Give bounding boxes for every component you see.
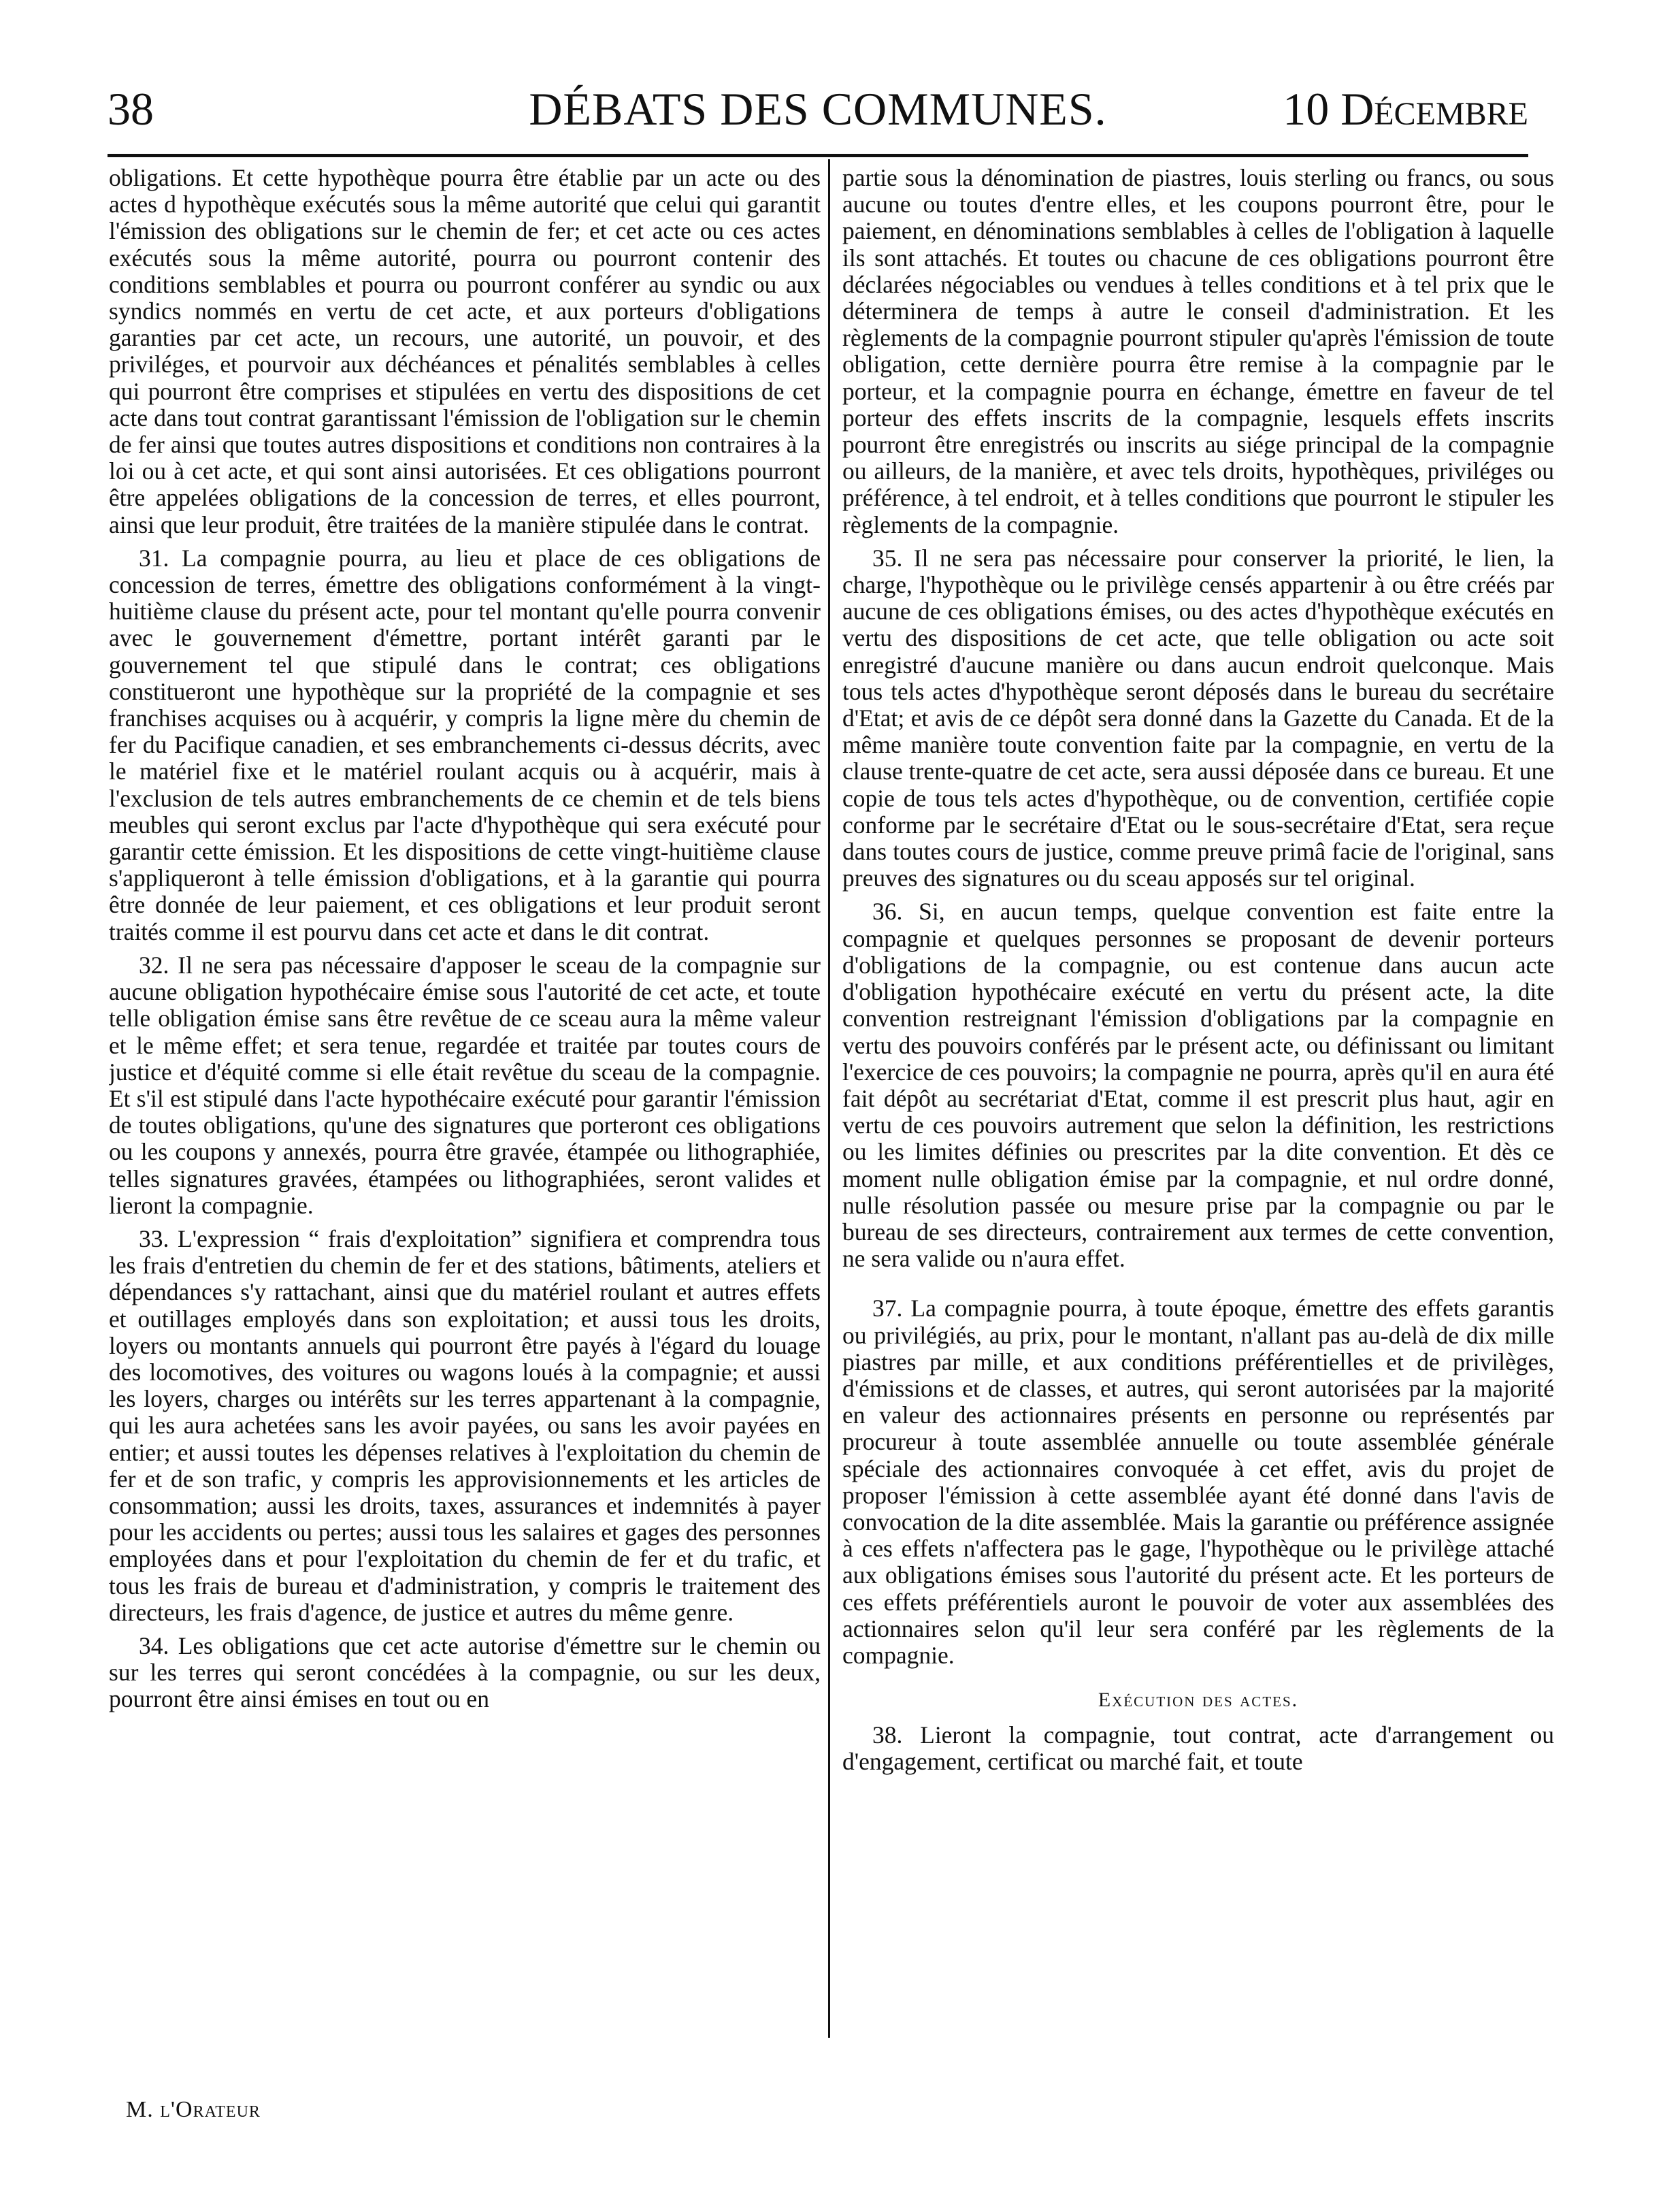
paragraph-clause-37: 37. La compagnie pourra, à toute époque, émettre des effets garantis ou privilégiés, au prix, pour le montant, n'allant pas au-delà de dix mille piastres par mille, et aux conditions préférentielles et de privilèges, d'émissions et de classes, et autres, qui seront autorisées par la majorité en valeur des actionnaires présents en personne ou représentés par procureur à toute assemblée annuelle ou toute assemblée générale spéciale des actionnaires convoquée à cet effet, avis du projet de proposer l'émission à cette assemblée ayant été donné dans l'avis de convocation de la dite assemblée. Mais la garantie ou préférence assignée à ces effets n'affectera pas le gage, l'hypothèque ou le privilège attaché aux obligations émises sous l'autorité du présent acte. Et les porteurs de ces effets préférentiels auront le pouvoir de voter aux assemblées des actionnaires selon qu'il leur sera conféré par les règlements de la compagnie. — [842, 1295, 1554, 1669]
paragraph-clause-34-continued: partie sous la dénomination de piastres, louis sterling ou francs, ou sous aucune ou toutes d'entre elles, et les coupons pourront être, pour le paiement, en dénominations semblables à celles de l'obligation à laquelle ils sont attachés. Et toutes ou chacune de ces obligations pourront être déclarées négociables ou vendues à telles conditions et à tel prix que le déterminera de temps à autre le conseil d'administration. Et les règlements de la compagnie pourront stipuler qu'après l'émission de toute obligation, cette dernière pourra être remise à la compagnie par le porteur, et la compagnie pourra en échange, émettre en faveur de tel porteur des effets inscrits de la compagnie, lesquels effets inscrits pourront être enregistrés ou inscrits au siége principal de la compagnie ou ailleurs, de la manière, et avec tels droits, hypothèques, priviléges ou préférence, à tel endroit, et à telles conditions que pourront le stipuler les règlements de la compagnie. — [842, 165, 1554, 538]
paragraph-clause-32: 32. Il ne sera pas nécessaire d'apposer le sceau de la compagnie sur aucune obligation hypothécaire émise sous l'autorité de cet acte, et toute telle obligation émise sans être revêtue de ce sceau aura la même valeur et le même effet; et sera tenue, regardée et traitée par toutes cours de justice et d'équité comme si elle était revêtue du sceau de la compagnie. Et s'il est stipulé dans l'acte hypothécaire exécuté pour garantir l'émission de toutes obligations, qu'une des signatures que porteront ces obligations ou les coupons y annexés, pourra être gravée, étampée ou lithographiée, telles signatures gravées, étampées ou lithographiées, seront valides et lieront la compagnie. — [109, 951, 821, 1219]
paragraph-clause-31: 31. La compagnie pourra, au lieu et place de ces obligations de concession de terres, émettre des obligations conformément à la vingt-huitième clause du présent acte, pour tel montant qu'elle pourra convenir avec le gouvernement d'émettre, portant intérêt garanti par le gouvernement tel que stipulé dans le contrat; ces obligations constitueront une hypothèque sur la propriété de la compagnie et ses franchises acquises ou à acquérir, y compris la ligne mère du chemin de fer du Pacifique canadien, et ses embranchements ci-dessus décrits, avec le matériel fixe et le matériel roulant acquis ou à acquérir, mais à l'exclusion de tels autres embranchements de ce chemin et de tels biens meubles qui seront exclus par l'acte d'hypothèque qui sera exécuté pour garantir cette émission. Et les dispositions de cette vingt-huitième clause s'appliqueront à telle émission d'obligations, et à la garantie qui pourra être donnée de leur paiement, et ces obligations et leur produit seront traités comme il est pourvu dans cet acte et dans le dit contrat. — [109, 544, 821, 945]
left-column — [109, 165, 821, 2091]
page-title: DÉBATS DES COMMUNES. — [529, 83, 1107, 135]
paragraph-clause-35: 35. Il ne sera pas nécessaire pour conserver la priorité, le lien, la charge, l'hypothèque ou le privilège censés appartenir à ou être créés par aucune de ces obligations émises, ou des actes d'hypothèque exécutés en vertu des dispositions de cet acte, que telle obligation ou acte soit enregistré d'aucune manière ou dans aucun endroit quelconque. Mais tous tels actes d'hypothèque seront déposés dans le bureau du secrétaire d'Etat; et avis de ce dépôt sera donné dans la Gazette du Canada. Et de la même manière toute convention faite par la compagnie, en vertu de la clause trente-quatre de cet acte, sera aussi déposée dans ce bureau. Et une copie de tous tels actes d'hypothèque, ou de convention, certifiée copie conforme par le secrétaire d'Etat ou le sous-secrétaire d'Etat, sera reçue dans toutes cours de justice, comme preuve primâ facie de l'original, sans preuves des signatures ou du sceau apposés sur tel original. — [842, 544, 1554, 892]
paragraph-continued: obligations. Et cette hypothèque pourra être établie par un acte ou des actes d hypothèque exécutés sous la même autorité que celui qui garantit l'émission des obligations sur le chemin de fer; et cet acte ou ces actes exécutés sous la même autorité, pourra ou pourront contenir des conditions semblables et pourra ou pourront conférer au syndic ou aux syndics nommés en vertu de cet acte, et aux porteurs d'obligations garanties par cet acte, un recours, une autorité, un pouvoir, et des priviléges, et pourvoir aux déchéances et pénalités semblables à celles qui pourront être comprises et stipulées en vertu des dispositions de cet acte dans tout contrat garantissant l'émission de l'obligation sur le chemin de fer ainsi que toutes autres dispositions et conditions non contraires à la loi ou à cet acte, et qui sont ainsi autorisées. Et ces obligations pourront être appelées obligations de la concession de terres, et elles pourront, ainsi que leur produit, être traitées de la manière stipulée dans le contrat. — [109, 165, 821, 538]
paragraph-clause-34: 34. Les obligations que cet acte autorise d'émettre sur le chemin ou sur les terres qui seront concédées à la compagnie, ou sur les deux, pourront être ainsi émises en tout ou en — [109, 1631, 821, 1713]
section-heading: Exécution des actes. — [1098, 1689, 1299, 1712]
page-date: 10 Décembre — [1283, 83, 1528, 135]
paragraph-clause-36: 36. Si, en aucun temps, quelque convention est faite entre la compagnie et quelques personnes se proposant de devenir porteurs d'obligations de la compagnie, ou est contenue dans aucun acte d'obligation hypothécaire exécuté en vertu du présent acte, la dite convention restreignant l'émission d'obligations par la compagnie en vertu des pouvoirs conférés par le présent acte, ou définissant ou limitant l'exercice de ces pouvoirs; la compagnie ne pourra, après qu'il en aura été fait dépôt au secrétariat d'Etat, comme il est prescrit plus haut, agir en vertu de ces pouvoirs autrement que selon la définition, les restrictions ou les limites définies ou prescrites par la dite convention. Et dès ce moment nulle obligation émise par la compagnie, et nul ordre donné, nulle résolution passée ou mesure prise par la compagnie ou par le bureau de ses directeurs, contrairement aux termes de cette convention, ne sera valide ou n'aura effet. — [842, 898, 1554, 1273]
header-rule — [108, 154, 1528, 157]
page-number: 38 — [108, 83, 154, 135]
paragraph-clause-38: 38. Lieront la compagnie, tout contrat, acte d'arrangement ou d'engagement, certificat ou marché fait, et toute — [842, 1721, 1554, 1776]
footer-speaker: M. l'Orateur — [126, 2097, 261, 2122]
paragraph-clause-33: 33. L'expression “ frais d'exploitation” signifiera et comprendra tous les frais d'entretien du chemin de fer et des stations, bâtiments, ateliers et dépendances s'y rattachant, ainsi que du matériel roulant et autres effets et outillages employés dans son exploitation; et aussi tous les droits, loyers ou montants annuels qui pourront être payés à l'égard du louage des locomotives, des voitures ou wagons loués à la compagnie; et aussi les loyers, charges ou intérêts sur les terres appartenant à la compagnie, qui les aura achetées sans les avoir payées, ou sans les avoir payées en entier; et aussi toutes les dépenses relatives à l'exploitation du chemin de fer et de son trafic, y compris les approvisionnements et les articles de consommation; aussi les droits, taxes, assurances et indemnités à payer pour les accidents ou pertes; aussi tous les salaires et gages des personnes employées dans et pour l'exploitation du chemin de fer et du trafic, et tous les frais de bureau et d'administration, y compris le traitement des directeurs, les frais d'agence, de justice et autres du même genre. — [109, 1224, 821, 1626]
column-divider — [828, 159, 830, 2038]
right-column — [842, 165, 1554, 2091]
spacer — [842, 1279, 1554, 1295]
page-header — [108, 74, 1528, 144]
